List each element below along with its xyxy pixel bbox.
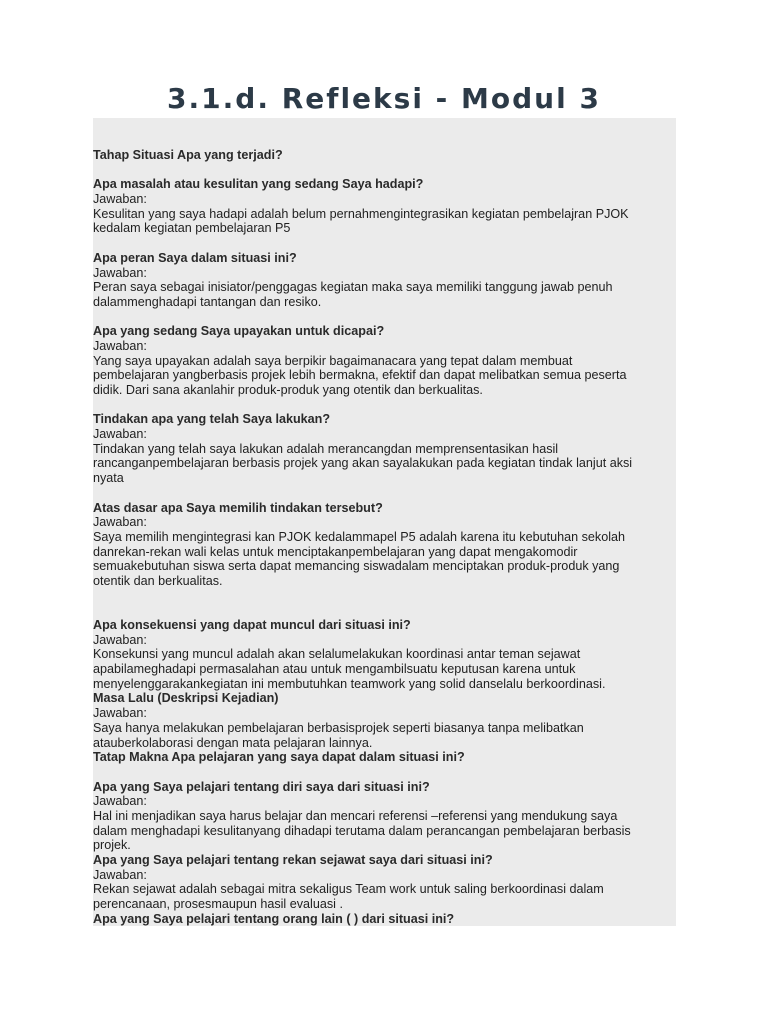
answer-text: dalammenghadapi tantangan dan resiko. bbox=[93, 294, 322, 309]
question-heading: Apa yang sedang Saya upayakan untuk dicapai? bbox=[93, 324, 385, 339]
question-heading: Tatap Makna Apa pelajaran yang saya dapat dalam situasi ini? bbox=[93, 750, 465, 765]
answer-text: Saya hanya melakukan pembelajaran berbasisprojek seperti biasanya tanpa melibatkan bbox=[93, 720, 584, 735]
paragraph-gap bbox=[93, 589, 676, 618]
document-content bbox=[93, 118, 676, 926]
answer-text: Jawaban: bbox=[93, 632, 147, 647]
answer-text: Jawaban: bbox=[93, 515, 147, 530]
paragraph-gap bbox=[93, 765, 676, 780]
answer-text: Konsekunsi yang muncul adalah akan selalumelakukan koordinasi antar teman sejawat bbox=[93, 647, 581, 662]
paragraph-gap bbox=[93, 163, 676, 178]
answer-text: rancanganpembelajaran berbasis projek yang akan sayalakukan pada kegiatan tindak lanjut aksi bbox=[93, 456, 633, 471]
answer-text: Jawaban: bbox=[93, 706, 147, 721]
question-heading: Apa peran Saya dalam situasi ini? bbox=[93, 250, 297, 265]
answer-text: didik. Dari sana akanlahir produk-produk yang otentik dan berkualitas. bbox=[93, 383, 483, 397]
document-text bbox=[93, 148, 676, 926]
answer-text: Saya memilih mengintegrasi kan PJOK kedalammapel P5 adalah karena itu kebutuhan sekolah bbox=[93, 529, 626, 544]
answer-text: atauberkolaborasi dengan mata pelajaran lainnya. bbox=[93, 735, 373, 750]
question-heading: Apa yang Saya pelajari tentang diri saya dari situasi ini? bbox=[93, 779, 430, 794]
answer-text: menyelenggarakankegiatan ini membutuhkan teamwork yang solid danselalu berkoordinasi. bbox=[93, 676, 606, 691]
answer-text: Hal ini menjadikan saya harus belajar dan mencari referensi –referensi yang mendukung saya bbox=[93, 808, 618, 823]
answer-text: Jawaban: bbox=[93, 338, 147, 353]
answer-text: Jawaban: bbox=[93, 427, 147, 442]
answer-text: perencanaan, prosesmaupun hasil evaluasi . bbox=[93, 897, 343, 912]
paragraph-gap bbox=[93, 398, 676, 413]
answer-text: nyata bbox=[93, 471, 124, 486]
answer-text: Jawaban: bbox=[93, 867, 147, 882]
question-heading: Apa yang Saya pelajari tentang orang lain ( ) dari situasi ini? bbox=[93, 911, 455, 926]
answer-text: Yang saya upayakan adalah saya berpikir bagaimanacara yang tepat dalam membuat bbox=[93, 353, 573, 368]
answer-text: Tindakan yang telah saya lakukan adalah merancangdan memprensentasikan hasil bbox=[93, 441, 559, 456]
answer-text: kedalam kegiatan pembelajaran P5 bbox=[93, 221, 291, 236]
answer-text: projek. bbox=[93, 838, 131, 853]
page-title: 3.1.d. Refleksi - Modul 3 bbox=[167, 82, 601, 115]
question-heading: Apa yang Saya pelajari tentang rekan sejawat saya dari situasi ini? bbox=[93, 853, 493, 868]
question-heading: Tahap Situasi Apa yang terjadi? bbox=[93, 148, 283, 162]
answer-text: danrekan-rekan wali kelas untuk menciptakanpembelajaran yang dapat mengakomodir bbox=[93, 544, 578, 559]
question-heading: Apa konsekuensi yang dapat muncul dari situasi ini? bbox=[93, 618, 411, 633]
paragraph-gap bbox=[93, 236, 676, 251]
answer-text: Jawaban: bbox=[93, 192, 147, 207]
question-heading: Tindakan apa yang telah Saya lakukan? bbox=[93, 412, 331, 427]
paragraph-gap bbox=[93, 310, 676, 325]
answer-text: Peran saya sebagai inisiator/penggagas kegiatan maka saya memiliki tanggung jawab penuh bbox=[93, 280, 613, 295]
question-heading: Atas dasar apa Saya memilih tindakan tersebut? bbox=[93, 500, 383, 515]
answer-text: Jawaban: bbox=[93, 265, 147, 280]
answer-text: semuakebutuhan siswa serta dapat memancing siswadalam menciptakan produk-produk yang bbox=[93, 559, 620, 574]
question-heading: Apa masalah atau kesulitan yang sedang Saya hadapi? bbox=[93, 177, 424, 192]
answer-text: apabilameghadapi permasalahan atau untuk mengambilsuatu keputusan karena untuk bbox=[93, 662, 576, 677]
answer-text: Jawaban: bbox=[93, 794, 147, 809]
answer-text: Kesulitan yang saya hadapi adalah belum pernahmengintegrasikan kegiatan pembelajran PJOK bbox=[93, 206, 629, 221]
question-heading: Masa Lalu (Deskripsi Kejadian) bbox=[93, 691, 279, 706]
answer-text: otentik dan berkualitas. bbox=[93, 573, 223, 588]
answer-text: Rekan sejawat adalah sebagai mitra sekaligus Team work untuk saling berkoordinasi dalam bbox=[93, 882, 604, 897]
paragraph-gap bbox=[93, 486, 676, 501]
answer-text: dalam menghadapi kesulitanyang dihadapi terutama dalam perancangan pembelajaran berbasis bbox=[93, 823, 631, 838]
answer-text: pembelajaran yangberbasis projek lebih bermakna, efektif dan dapat melibatkan semua peserta bbox=[93, 368, 627, 383]
